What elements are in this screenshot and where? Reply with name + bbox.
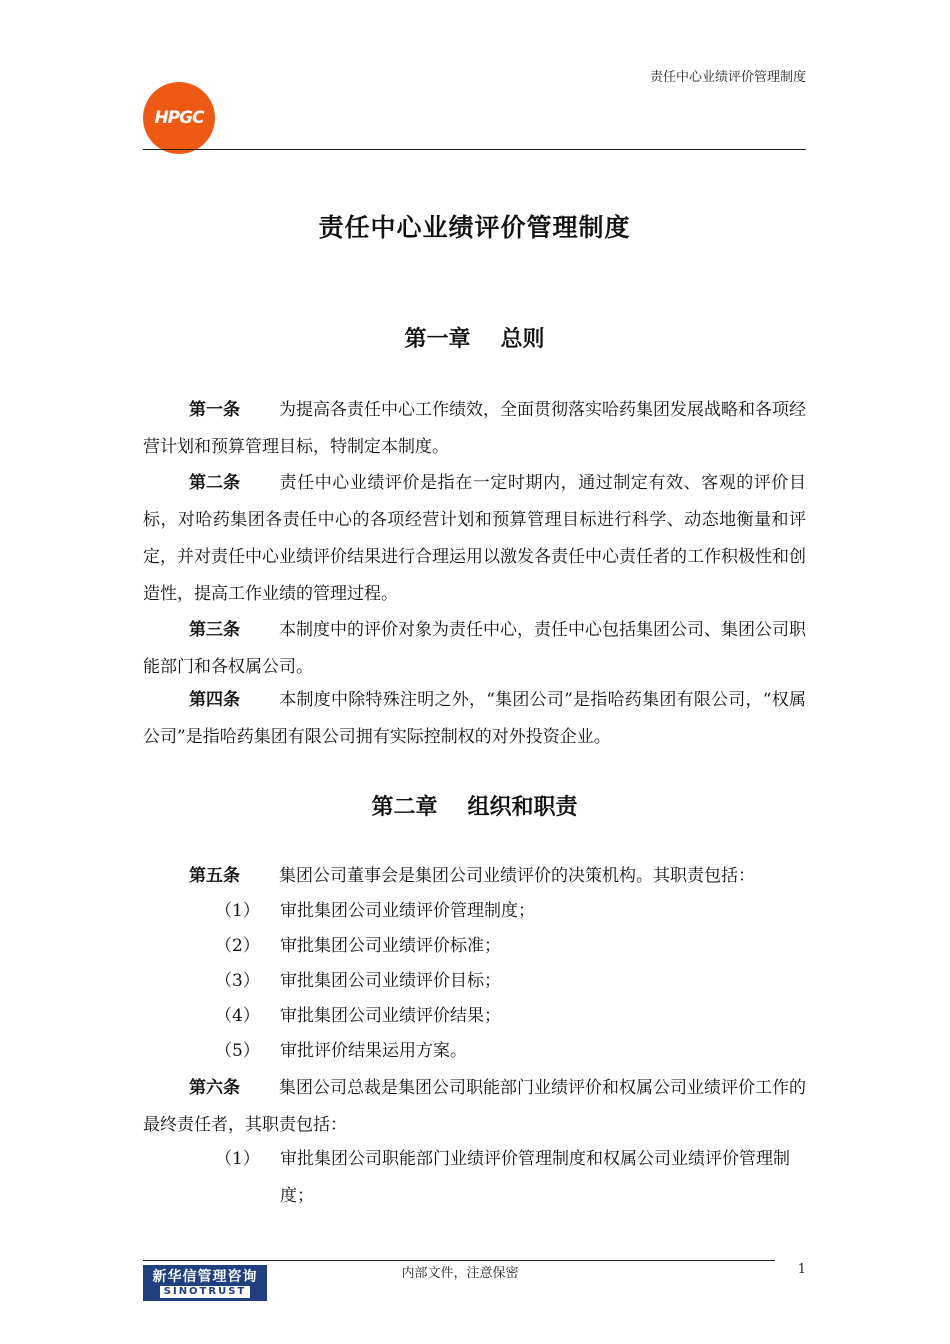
hpgc-logo-text: HPGC	[154, 108, 204, 128]
sinotrust-logo-cn: 新华信管理咨询	[152, 1269, 258, 1285]
article-text: 本制度中的评价对象为责任中心，责任中心包括集团公司、集团公司职能部门和各权属公司。	[143, 620, 806, 677]
list-item-text: 审批集团公司业绩评价标准；	[280, 936, 501, 956]
article-label: 第三条	[189, 620, 240, 640]
list-item-number: （4）	[215, 1006, 260, 1026]
article-5	[143, 858, 806, 895]
page-number: 1	[797, 1262, 806, 1277]
list-item	[215, 998, 806, 1035]
chapter-2-heading	[143, 790, 806, 821]
list-item	[215, 1033, 806, 1070]
article-label: 第五条	[189, 866, 240, 886]
article-label: 第二条	[189, 473, 240, 493]
sinotrust-logo-en: SINOTRUST	[160, 1286, 250, 1298]
article-label: 第四条	[189, 690, 240, 710]
list-item-number: （1）	[215, 901, 260, 921]
list-item-text: 审批评价结果运用方案。	[280, 1041, 467, 1061]
article-text: 集团公司董事会是集团公司业绩评价的决策机构。其职责包括：	[279, 866, 755, 886]
article-text: 本制度中除特殊注明之外，“集团公司”是指哈药集团有限公司，“权属公司”是指哈药集团有限公司拥有实际控制权的对外投资企业。	[143, 690, 806, 747]
list-item	[215, 1141, 806, 1206]
header-divider	[143, 149, 806, 150]
article-label: 第六条	[189, 1078, 240, 1098]
article-4	[143, 682, 806, 756]
sinotrust-logo	[143, 1265, 267, 1301]
document-title: 责任中心业绩评价管理制度	[318, 213, 631, 242]
hpgc-logo	[143, 82, 215, 154]
article-1	[143, 392, 806, 466]
footer-divider	[143, 1260, 775, 1261]
article-text: 责任中心业绩评价是指在一定时期内，通过制定有效、客观的评价目标，对哈药集团各责任中心的各项经营计划和预算管理目标进行科学、动态地衡量和评定，并对责任中心业绩评价结果进行合理运用以激发各责任中心责任者的工作积极性和创造性，提高工作业绩的管理过程。	[143, 473, 806, 604]
article-text: 为提高各责任中心工作绩效，全面贯彻落实哈药集团发展战略和各项经营计划和预算管理目标，特制定本制度。	[143, 400, 806, 457]
header-title: 责任中心业绩评价管理制度	[649, 70, 806, 85]
article-2	[143, 465, 806, 613]
chapter-2-name: 组织和职责	[467, 795, 578, 820]
chapter-2-number: 第二章	[371, 795, 438, 820]
footer-confidential-note: 内部文件，注意保密	[401, 1266, 519, 1281]
list-item-number: （1）	[215, 1149, 260, 1169]
list-item-text: 审批集团公司业绩评价结果；	[280, 1006, 501, 1026]
list-item-number: （5）	[215, 1041, 260, 1061]
list-item-text: 审批集团公司业绩评价目标；	[280, 971, 501, 991]
article-3	[143, 612, 806, 686]
list-item-number: （2）	[215, 936, 260, 956]
article-6	[143, 1070, 806, 1144]
list-item	[215, 963, 806, 1000]
list-item-text: 审批集团公司业绩评价管理制度；	[280, 901, 535, 921]
list-item	[215, 928, 806, 965]
list-item	[215, 893, 806, 930]
chapter-1-name: 总则	[500, 327, 545, 352]
list-item-text: 审批集团公司职能部门业绩评价管理制度和权属公司业绩评价管理制度；	[280, 1149, 790, 1206]
list-item-number: （3）	[215, 971, 260, 991]
chapter-1-heading	[143, 322, 806, 353]
chapter-1-number: 第一章	[404, 327, 471, 352]
article-text: 集团公司总裁是集团公司职能部门业绩评价和权属公司业绩评价工作的最终责任者，其职责包括：	[143, 1078, 806, 1135]
article-label: 第一条	[189, 400, 240, 420]
